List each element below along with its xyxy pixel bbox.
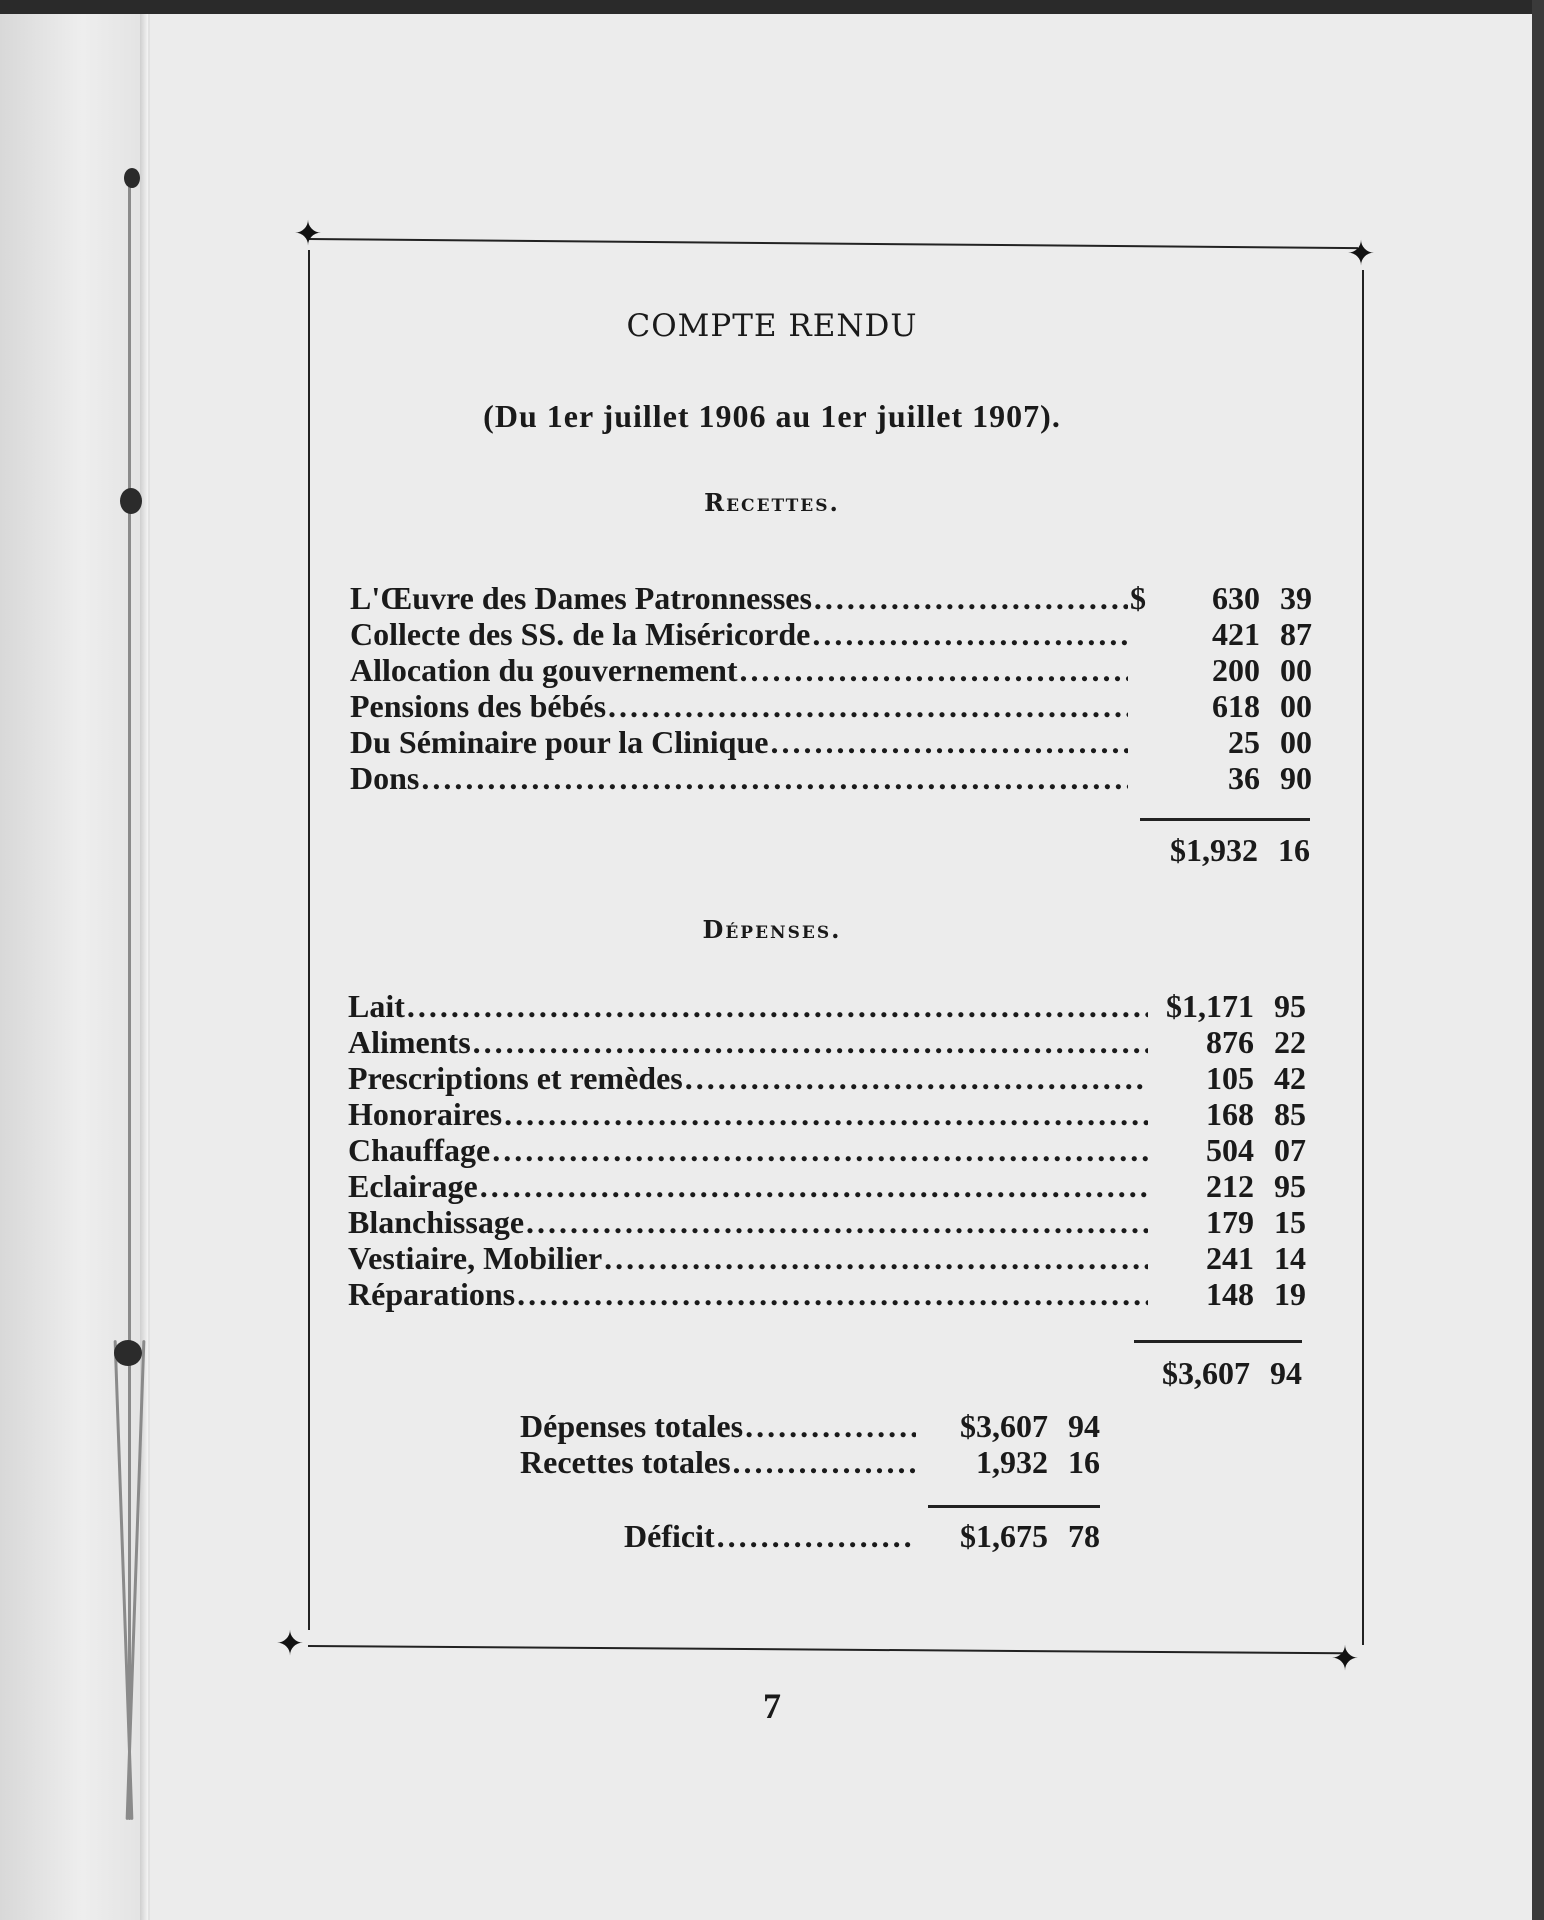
row-dollars: $3,607 bbox=[960, 1408, 1048, 1444]
row-cents: 14 bbox=[1274, 1240, 1306, 1276]
ledger-row bbox=[350, 652, 1312, 688]
total-dollars: $3,607 bbox=[1162, 1355, 1250, 1391]
ledger-row bbox=[348, 1168, 1306, 1204]
row-label: Prescriptions et remèdes bbox=[348, 1060, 683, 1096]
row-label: Aliments bbox=[348, 1024, 471, 1060]
row-cents: 94 bbox=[1068, 1408, 1100, 1444]
total-dollars: $1,932 bbox=[1170, 832, 1258, 868]
leader-dots bbox=[745, 1408, 916, 1444]
row-label: Allocation du gouvernement bbox=[350, 652, 738, 688]
ornament-diamond-icon: ✦ bbox=[1346, 234, 1376, 274]
row-cents: 00 bbox=[1280, 688, 1312, 724]
row-label: Recettes totales bbox=[520, 1444, 731, 1480]
document-period: (Du 1er juillet 1906 au 1er juillet 1907). bbox=[483, 398, 1061, 434]
row-dollars: 630 bbox=[1212, 580, 1260, 616]
row-label: Vestiaire, Mobilier bbox=[348, 1240, 603, 1276]
row-dollars: 36 bbox=[1228, 760, 1260, 796]
leader-dots bbox=[492, 1132, 1148, 1168]
spine-fold bbox=[140, 14, 148, 1920]
scan-top-edge bbox=[0, 0, 1544, 14]
leader-dots bbox=[733, 1444, 916, 1480]
recettes-total bbox=[1128, 832, 1310, 869]
row-dollars: 241 bbox=[1206, 1240, 1254, 1276]
row-dollars: 25 bbox=[1228, 724, 1260, 760]
row-dollars: 105 bbox=[1206, 1060, 1254, 1096]
row-dollars: 179 bbox=[1206, 1204, 1254, 1240]
leader-dots bbox=[717, 1518, 916, 1554]
recettes-ledger bbox=[350, 580, 1312, 796]
leader-dots bbox=[685, 1060, 1148, 1096]
scan-right-edge bbox=[1532, 0, 1544, 1920]
row-dollars: 876 bbox=[1206, 1024, 1254, 1060]
summary-total-rule bbox=[928, 1505, 1100, 1508]
leader-dots bbox=[740, 652, 1128, 688]
row-cents: 39 bbox=[1280, 580, 1312, 616]
ledger-row bbox=[350, 724, 1312, 760]
leader-dots bbox=[608, 688, 1128, 724]
leader-dots bbox=[517, 1276, 1148, 1312]
ledger-row bbox=[348, 1060, 1306, 1096]
total-cents: 94 bbox=[1270, 1355, 1302, 1391]
frame-right-rule bbox=[1362, 270, 1364, 1645]
row-label: Du Séminaire pour la Clinique bbox=[350, 724, 769, 760]
row-label: Dons bbox=[350, 760, 420, 796]
ledger-row bbox=[350, 688, 1312, 724]
leader-dots bbox=[473, 1024, 1148, 1060]
row-cents: 00 bbox=[1280, 652, 1312, 688]
leader-dots bbox=[604, 1240, 1148, 1276]
row-dollars: $1,171 bbox=[1166, 988, 1254, 1024]
row-currency: $ bbox=[1130, 580, 1146, 616]
row-cents: 22 bbox=[1274, 1024, 1306, 1060]
recettes-total-rule bbox=[1140, 818, 1310, 821]
summary-row bbox=[520, 1408, 1100, 1444]
ledger-row bbox=[350, 616, 1312, 652]
leader-dots bbox=[812, 616, 1128, 652]
row-cents: 16 bbox=[1068, 1444, 1100, 1480]
depenses-ledger bbox=[348, 988, 1306, 1312]
leader-dots bbox=[480, 1168, 1148, 1204]
row-cents: 42 bbox=[1274, 1060, 1306, 1096]
leader-dots bbox=[770, 724, 1128, 760]
ledger-row bbox=[348, 1240, 1306, 1276]
summary-block bbox=[520, 1408, 1100, 1480]
leader-dots bbox=[526, 1204, 1148, 1240]
row-dollars: 168 bbox=[1206, 1096, 1254, 1132]
leader-dots bbox=[407, 988, 1148, 1024]
row-label: Réparations bbox=[348, 1276, 516, 1312]
row-dollars: 212 bbox=[1206, 1168, 1254, 1204]
ledger-row bbox=[348, 1204, 1306, 1240]
row-cents: 00 bbox=[1280, 724, 1312, 760]
binding-stitch bbox=[114, 1340, 142, 1366]
deficit-dollars: $1,675 bbox=[960, 1518, 1048, 1554]
row-cents: 85 bbox=[1274, 1096, 1306, 1132]
binding-stitch bbox=[124, 168, 140, 188]
ledger-row bbox=[348, 988, 1306, 1024]
row-label: Chauffage bbox=[348, 1132, 491, 1168]
ledger-row bbox=[348, 1024, 1306, 1060]
row-dollars: 200 bbox=[1212, 652, 1260, 688]
row-cents: 90 bbox=[1280, 760, 1312, 796]
row-cents: 19 bbox=[1274, 1276, 1306, 1312]
row-cents: 95 bbox=[1274, 1168, 1306, 1204]
ledger-row bbox=[350, 760, 1312, 796]
row-cents: 15 bbox=[1274, 1204, 1306, 1240]
depenses-total-rule bbox=[1134, 1340, 1302, 1343]
leader-dots bbox=[504, 1096, 1148, 1132]
deficit-label: Déficit bbox=[624, 1518, 715, 1554]
total-cents: 16 bbox=[1278, 832, 1310, 868]
row-label: L'Œuvre des Dames Patronnesses bbox=[350, 580, 812, 616]
recettes-heading: Recettes. bbox=[704, 488, 840, 517]
row-dollars: 618 bbox=[1212, 688, 1260, 724]
depenses-heading: Dépenses. bbox=[702, 915, 842, 944]
row-label: Collecte des SS. de la Miséricorde bbox=[350, 616, 811, 652]
row-label: Blanchissage bbox=[348, 1204, 525, 1240]
deficit-block bbox=[520, 1518, 1100, 1554]
row-label: Pensions des bébés bbox=[350, 688, 607, 724]
page bbox=[150, 14, 1532, 1920]
row-label: Honoraires bbox=[348, 1096, 503, 1132]
ledger-row bbox=[348, 1096, 1306, 1132]
document-title: COMPTE RENDU bbox=[626, 308, 918, 344]
ledger-row bbox=[348, 1276, 1306, 1312]
row-label: Dépenses totales bbox=[520, 1408, 744, 1444]
ledger-row bbox=[350, 580, 1312, 616]
row-cents: 87 bbox=[1280, 616, 1312, 652]
ledger-row bbox=[348, 1132, 1306, 1168]
leader-dots bbox=[814, 580, 1128, 616]
row-cents: 95 bbox=[1274, 988, 1306, 1024]
depenses-total bbox=[1120, 1355, 1302, 1392]
deficit-row bbox=[520, 1518, 1100, 1554]
ornament-diamond-icon: ✦ bbox=[275, 1624, 305, 1664]
row-dollars: 504 bbox=[1206, 1132, 1254, 1168]
row-label: Eclairage bbox=[348, 1168, 478, 1204]
row-dollars: 1,932 bbox=[976, 1444, 1048, 1480]
leader-dots bbox=[421, 760, 1128, 796]
row-dollars: 148 bbox=[1206, 1276, 1254, 1312]
summary-row bbox=[520, 1444, 1100, 1480]
row-dollars: 421 bbox=[1212, 616, 1260, 652]
row-cents: 07 bbox=[1274, 1132, 1306, 1168]
page-number: 7 bbox=[763, 1686, 781, 1726]
ornament-diamond-icon: ✦ bbox=[1330, 1639, 1360, 1679]
ornament-diamond-icon: ✦ bbox=[293, 214, 323, 254]
deficit-cents: 78 bbox=[1068, 1518, 1100, 1554]
row-label: Lait bbox=[348, 988, 405, 1024]
